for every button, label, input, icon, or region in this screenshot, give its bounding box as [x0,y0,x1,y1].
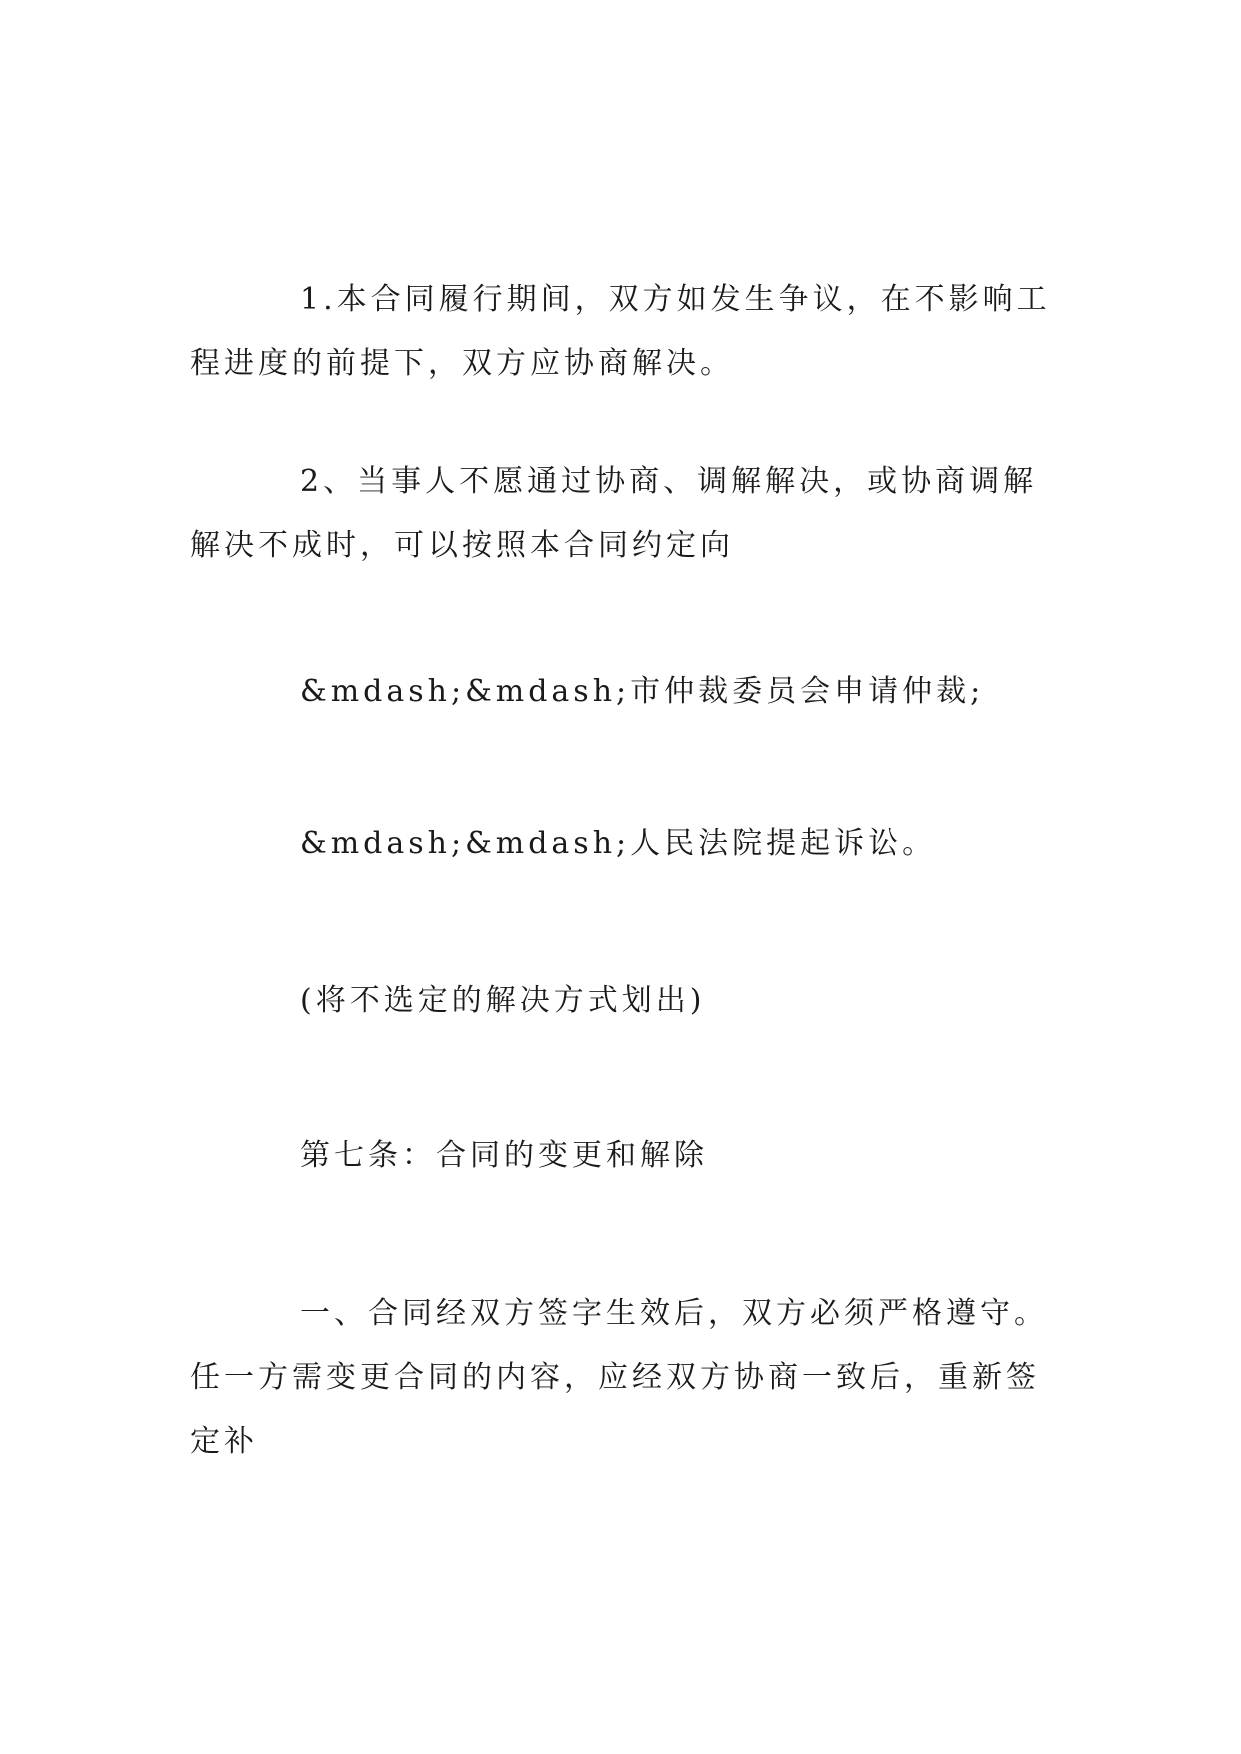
paragraph-litigation-option: &mdash;&mdash;人民法院提起诉讼。 [300,826,937,861]
paragraph-selection-note: (将不选定的解决方式划出) [300,983,706,1018]
paragraph-dispute-resolution: 2、当事人不愿通过协商、调解解决，或协商调解解决不成时，可以按照本合同约定向 [190,464,1038,563]
paragraph-arbitration-option: &mdash;&mdash;市仲裁委员会申请仲裁; [300,674,985,709]
article-seven-heading: 第七条：合同的变更和解除 [300,1138,708,1173]
paragraph-dispute-negotiation: 1.本合同履行期间，双方如发生争议，在不影响工程进度的前提下，双方应协商解决。 [190,282,1051,381]
paragraph-contract-change: 一、合同经双方签字生效后，双方必须严格遵守。任一方需变更合同的内容，应经双方协商一致后，重新签定补 [190,1296,1048,1459]
